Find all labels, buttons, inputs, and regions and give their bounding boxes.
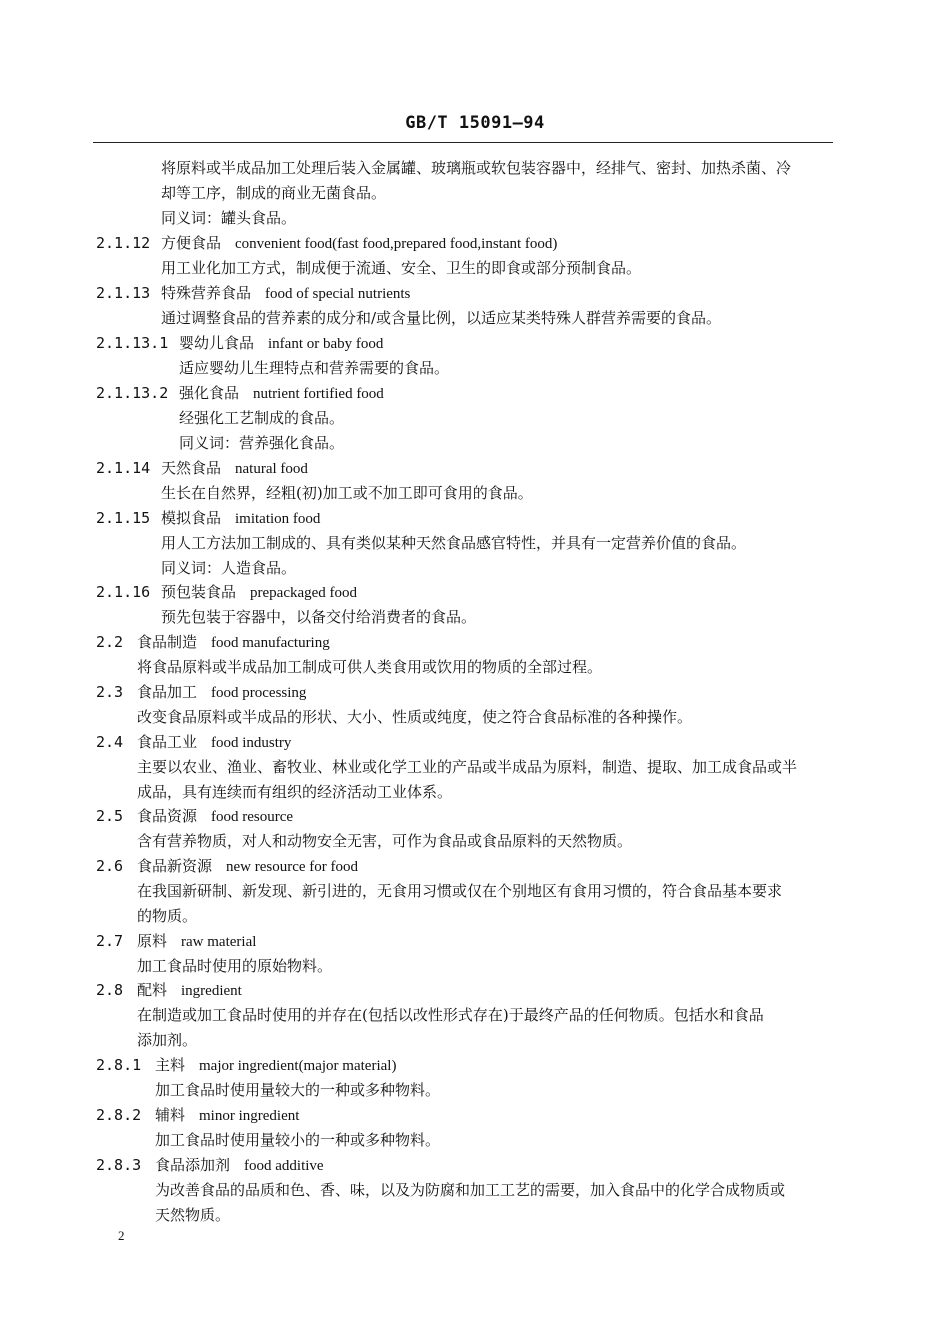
term-en: prepackaged food <box>250 585 358 601</box>
term-zh: 主料 <box>155 1056 186 1074</box>
definition-text: 的物质。 <box>137 907 198 925</box>
term-zh: 食品加工 <box>137 683 198 701</box>
term-heading <box>155 1105 299 1126</box>
term-en: minor ingredient <box>199 1108 300 1124</box>
definition-text: 经强化工艺制成的食品。 <box>179 409 345 427</box>
definition-text: 通过调整食品的营养素的成分和/或含量比例，以适应某类特殊人群营养需要的食品。 <box>161 309 722 327</box>
synonym-text: 同义词：罐头食品。 <box>161 209 297 227</box>
term-heading <box>137 856 358 877</box>
term-en: new resource for food <box>226 859 359 875</box>
term-heading <box>179 383 384 404</box>
term-en: infant or baby food <box>268 336 384 352</box>
term-zh: 预包装食品 <box>161 583 237 601</box>
term-zh: 天然食品 <box>161 459 222 477</box>
term-heading <box>161 283 410 304</box>
term-en: convenient food(fast food,prepared food,instant food) <box>235 236 558 252</box>
term-zh: 特殊营养食品 <box>161 284 252 302</box>
term-zh: 食品添加剂 <box>155 1156 231 1174</box>
definition-text: 成品，具有连续而有组织的经济活动工业体系。 <box>137 783 453 801</box>
term-number: 2.2 <box>96 633 124 651</box>
definition-text: 在制造或加工食品时使用的并存在(包括以改性形式存在)于最终产品的任何物质。包括水和食品 <box>137 1006 764 1024</box>
term-zh: 配料 <box>137 981 168 999</box>
term-heading <box>155 1055 396 1076</box>
term-heading <box>137 931 256 952</box>
term-number: 2.8 <box>96 981 124 999</box>
term-number: 2.1.13 <box>96 284 151 302</box>
term-number: 2.1.13.2 <box>96 384 169 402</box>
term-en: food of special nutrients <box>265 286 411 302</box>
term-zh: 食品新资源 <box>137 857 213 875</box>
term-zh: 食品资源 <box>137 807 198 825</box>
term-en: food manufacturing <box>211 635 330 651</box>
term-zh: 强化食品 <box>179 384 240 402</box>
term-en: food processing <box>211 685 307 701</box>
term-number: 2.4 <box>96 733 124 751</box>
term-number: 2.1.15 <box>96 509 151 527</box>
term-zh: 食品工业 <box>137 733 198 751</box>
term-number: 2.1.12 <box>96 234 151 252</box>
definition-text: 生长在自然界，经粗(初)加工或不加工即可食用的食品。 <box>161 484 533 502</box>
term-number: 2.1.14 <box>96 459 151 477</box>
definition-text: 用人工方法加工制成的、具有类似某种天然食品感官特性，并具有一定营养价值的食品。 <box>161 534 747 552</box>
definition-text: 改变食品原料或半成品的形状、大小、性质或纯度，使之符合食品标准的各种操作。 <box>137 708 693 726</box>
term-en: major ingredient(major material) <box>199 1058 397 1074</box>
definition-text: 预先包装于容器中，以备交付给消费者的食品。 <box>161 608 477 626</box>
term-number: 2.1.13.1 <box>96 334 169 352</box>
term-zh: 方便食品 <box>161 234 222 252</box>
term-heading <box>137 682 306 703</box>
document-header: GB/T 15091—94 <box>405 113 545 133</box>
term-en: food resource <box>211 809 294 825</box>
term-en: food industry <box>211 735 292 751</box>
term-heading <box>137 806 293 827</box>
definition-text: 为改善食品的品质和色、香、味，以及为防腐和加工工艺的需要，加入食品中的化学合成物质或 <box>155 1181 786 1199</box>
definition-text: 主要以农业、渔业、畜牧业、林业或化学工业的产品或半成品为原料，制造、提取、加工成食品或半 <box>137 758 798 776</box>
term-number: 2.8.1 <box>96 1056 142 1074</box>
definition-text: 加工食品时使用的原始物料。 <box>137 957 333 975</box>
term-number: 2.5 <box>96 807 124 825</box>
synonym-text: 同义词：人造食品。 <box>161 559 297 577</box>
term-zh: 婴幼儿食品 <box>179 334 255 352</box>
term-en: imitation food <box>235 511 321 527</box>
term-en: nutrient fortified food <box>253 386 384 402</box>
header-rule <box>93 142 833 143</box>
term-zh: 模拟食品 <box>161 509 222 527</box>
term-number: 2.8.2 <box>96 1106 142 1124</box>
term-zh: 食品制造 <box>137 633 198 651</box>
definition-text: 在我国新研制、新发现、新引进的，无食用习惯或仅在个别地区有食用习惯的，符合食品基本要求 <box>137 882 783 900</box>
definition-text: 用工业化加工方式，制成便于流通、安全、卫生的即食或部分预制食品。 <box>161 259 642 277</box>
term-heading <box>161 233 557 254</box>
term-heading <box>161 582 357 603</box>
term-heading <box>137 732 291 753</box>
term-zh: 辅料 <box>155 1106 186 1124</box>
term-heading <box>137 632 330 653</box>
body-text: 将原料或半成品加工处理后装入金属罐、玻璃瓶或软包装容器中，经排气、密封、加热杀菌、冷 <box>161 159 792 177</box>
definition-text: 天然物质。 <box>155 1206 231 1224</box>
term-number: 2.3 <box>96 683 124 701</box>
page-number: 2 <box>118 1228 125 1243</box>
term-en: raw material <box>181 934 257 950</box>
definition-text: 适应婴幼儿生理特点和营养需要的食品。 <box>179 359 450 377</box>
body-text: 却等工序，制成的商业无菌食品。 <box>161 184 387 202</box>
term-en: natural food <box>235 461 308 477</box>
synonym-text: 同义词：营养强化食品。 <box>179 434 345 452</box>
definition-text: 添加剂。 <box>137 1031 198 1049</box>
term-heading <box>161 508 320 529</box>
term-number: 2.7 <box>96 932 124 950</box>
term-en: food additive <box>244 1158 324 1174</box>
term-heading <box>155 1155 324 1176</box>
term-zh: 原料 <box>137 932 168 950</box>
term-heading <box>137 980 242 1001</box>
term-number: 2.6 <box>96 857 124 875</box>
term-heading <box>161 458 308 479</box>
definition-text: 加工食品时使用量较小的一种或多种物料。 <box>155 1131 441 1149</box>
term-en: ingredient <box>181 983 242 999</box>
definition-text: 含有营养物质，对人和动物安全无害，可作为食品或食品原料的天然物质。 <box>137 832 633 850</box>
term-number: 2.1.16 <box>96 583 151 601</box>
term-number: 2.8.3 <box>96 1156 142 1174</box>
definition-text: 加工食品时使用量较大的一种或多种物料。 <box>155 1081 441 1099</box>
definition-text: 将食品原料或半成品加工制成可供人类食用或饮用的物质的全部过程。 <box>137 658 603 676</box>
term-heading <box>179 333 383 354</box>
